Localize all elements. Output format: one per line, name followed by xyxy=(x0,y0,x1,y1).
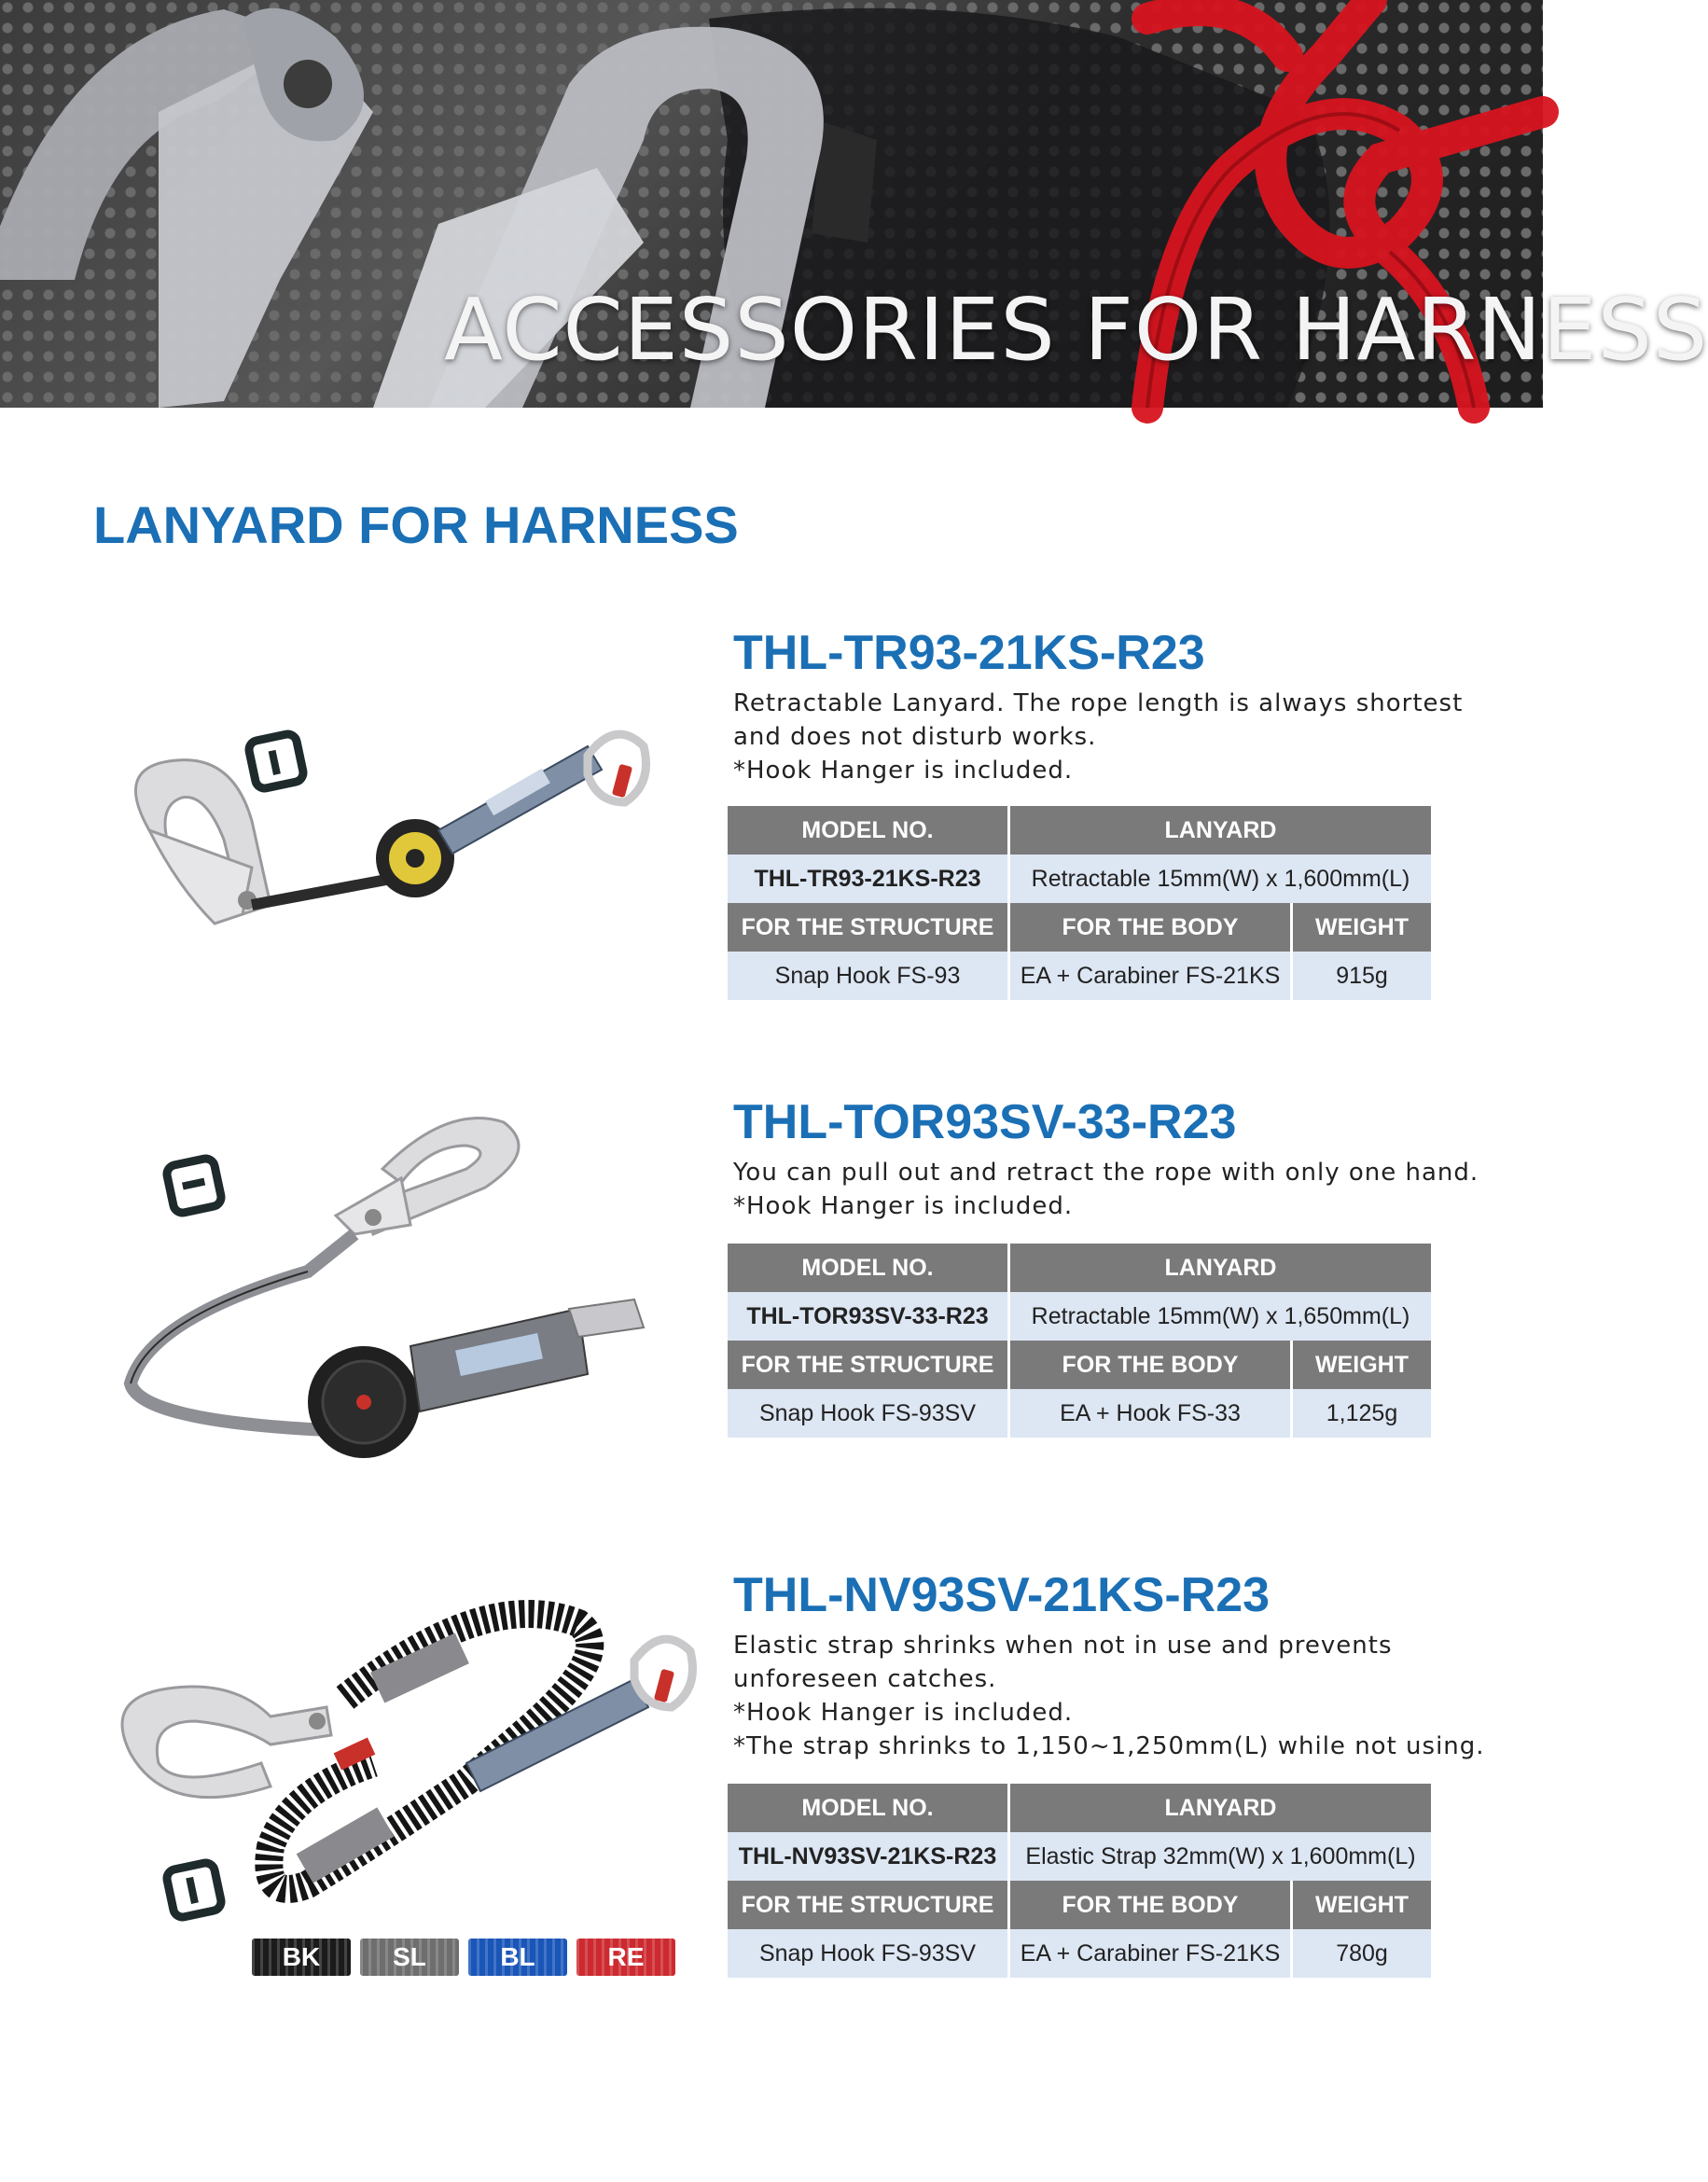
cell-lanyard: Elastic Strap 32mm(W) x 1,600mm(L) xyxy=(1009,1832,1432,1881)
header-weight: WEIGHT xyxy=(1292,1881,1432,1929)
cell-weight: 780g xyxy=(1292,1929,1432,1978)
header-model-no: MODEL NO. xyxy=(728,1244,1009,1292)
header-lanyard: LANYARD xyxy=(1009,1784,1432,1832)
header-lanyard: LANYARD xyxy=(1009,1244,1432,1292)
description-line: and does not disturb works. xyxy=(733,723,1097,751)
snap-hook-icon xyxy=(122,1687,331,1798)
hook-hanger-icon xyxy=(247,732,305,790)
table-header-row xyxy=(728,903,1431,952)
description-line: *The strap shrinks to 1,150~1,250mm(L) while not using. xyxy=(733,1732,1485,1760)
header-model-no: MODEL NO. xyxy=(728,1784,1009,1832)
header-model-no: MODEL NO. xyxy=(728,806,1009,855)
description-line: *Hook Hanger is included. xyxy=(733,757,1074,785)
description-line: *Hook Hanger is included. xyxy=(733,1192,1074,1220)
product-info xyxy=(733,1094,1479,1223)
cell-model-no: THL-TOR93SV-33-R23 xyxy=(728,1292,1009,1341)
cell-weight: 915g xyxy=(1292,952,1432,1000)
product-info xyxy=(733,625,1464,787)
product-info xyxy=(733,1567,1485,1763)
table-header-row xyxy=(728,1881,1431,1929)
cell-model-no: THL-NV93SV-21KS-R23 xyxy=(728,1832,1009,1881)
product-description xyxy=(733,687,1464,787)
table-header-row xyxy=(728,1244,1431,1292)
description-line: *Hook Hanger is included. xyxy=(733,1699,1074,1727)
cell-body: EA + Hook FS-33 xyxy=(1009,1389,1292,1438)
product-model-title: THL-TR93-21KS-R23 xyxy=(733,626,1205,680)
cell-weight: 1,125g xyxy=(1292,1389,1432,1438)
header-structure: FOR THE STRUCTURE xyxy=(728,1881,1009,1929)
header-structure: FOR THE STRUCTURE xyxy=(728,1341,1009,1389)
description-line: Elastic strap shrinks when not in use and prevents xyxy=(733,1632,1393,1660)
cell-structure: Snap Hook FS-93SV xyxy=(728,1389,1009,1438)
color-chip-black: BK xyxy=(252,1939,351,1976)
product-image xyxy=(93,1104,709,1481)
spec-table xyxy=(728,806,1431,1000)
carabiner-icon xyxy=(634,1639,693,1707)
snap-hook-icon xyxy=(336,1119,519,1234)
header-body: FOR THE BODY xyxy=(1009,903,1292,952)
table-row xyxy=(728,952,1431,1000)
cell-model-no: THL-TR93-21KS-R23 xyxy=(728,855,1009,903)
color-options xyxy=(252,1939,675,1976)
color-chip-blue: BL xyxy=(468,1939,567,1976)
hook-hanger-icon xyxy=(165,1157,223,1215)
table-row xyxy=(728,1389,1431,1438)
table-header-row xyxy=(728,1784,1431,1832)
color-chip-silver: SL xyxy=(360,1939,459,1976)
spec-table xyxy=(728,1244,1431,1438)
cell-structure: Snap Hook FS-93 xyxy=(728,952,1009,1000)
product-description xyxy=(733,1629,1485,1763)
header-body: FOR THE BODY xyxy=(1009,1341,1292,1389)
product-image xyxy=(93,1605,709,1945)
table-header-row xyxy=(728,806,1431,855)
product-model-title: THL-TOR93SV-33-R23 xyxy=(733,1095,1237,1149)
header-weight: WEIGHT xyxy=(1292,903,1432,952)
cell-lanyard: Retractable 15mm(W) x 1,650mm(L) xyxy=(1009,1292,1432,1341)
section-title: LANYARD FOR HARNESS xyxy=(93,495,739,554)
header-weight: WEIGHT xyxy=(1292,1341,1432,1389)
header-banner xyxy=(0,0,1708,408)
table-header-row xyxy=(728,1341,1431,1389)
product-description xyxy=(733,1156,1479,1223)
table-row xyxy=(728,1292,1431,1341)
description-line: unforeseen catches. xyxy=(733,1665,997,1693)
product-image xyxy=(93,728,709,1012)
spec-table xyxy=(728,1784,1431,1978)
description-line: Retractable Lanyard. The rope length is always shortest xyxy=(733,689,1464,717)
description-line: You can pull out and retract the rope with only one hand. xyxy=(733,1159,1479,1187)
header-lanyard: LANYARD xyxy=(1009,806,1432,855)
retractable-reel-icon xyxy=(308,1346,420,1458)
product-model-title: THL-NV93SV-21KS-R23 xyxy=(733,1568,1271,1622)
cell-body: EA + Carabiner FS-21KS xyxy=(1009,952,1292,1000)
table-row xyxy=(728,855,1431,903)
table-row xyxy=(728,1832,1431,1881)
cell-body: EA + Carabiner FS-21KS xyxy=(1009,1929,1292,1978)
cell-lanyard: Retractable 15mm(W) x 1,600mm(L) xyxy=(1009,855,1432,903)
color-chip-red: RE xyxy=(576,1939,675,1976)
cell-structure: Snap Hook FS-93SV xyxy=(728,1929,1009,1978)
table-row xyxy=(728,1929,1431,1978)
banner-title: ACCESSORIES FOR HARNESS xyxy=(444,280,1708,380)
header-body: FOR THE BODY xyxy=(1009,1881,1292,1929)
header-structure: FOR THE STRUCTURE xyxy=(728,903,1009,952)
snap-hook-icon xyxy=(135,760,271,924)
hook-hanger-icon xyxy=(165,1861,223,1919)
